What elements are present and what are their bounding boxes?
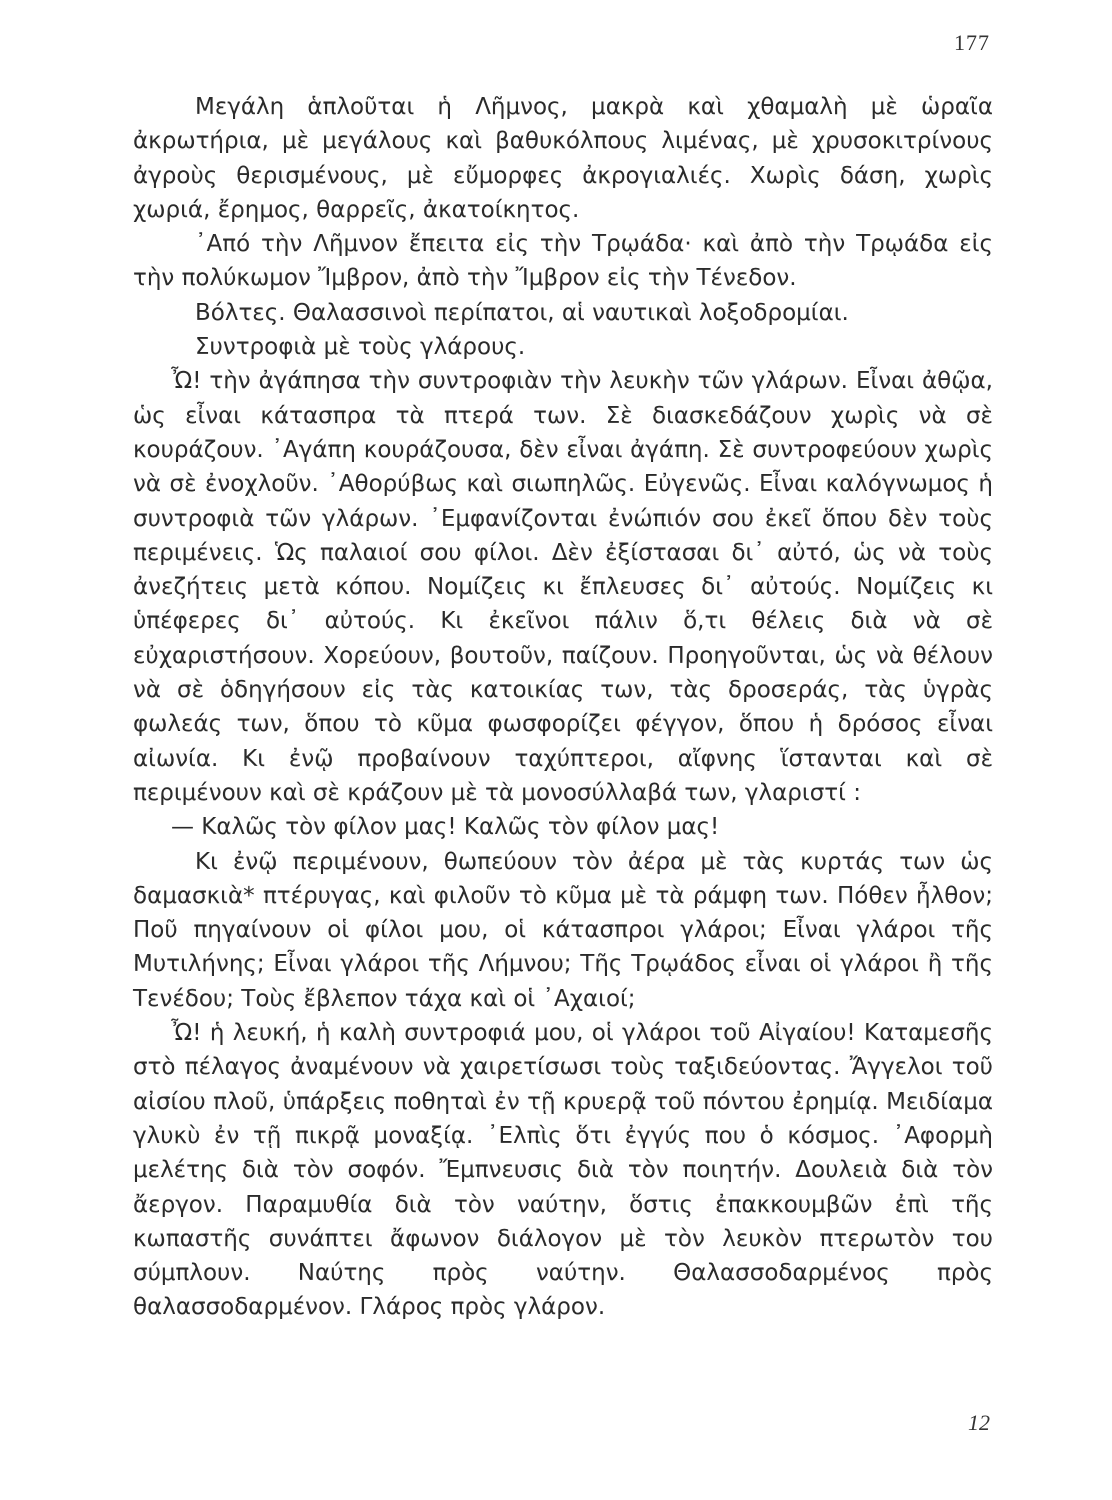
- paragraph-greeting: — Καλῶς τὸν φίλον μας! Καλῶς τὸν φίλον μας!: [171, 814, 720, 841]
- page-number: 177: [954, 30, 990, 55]
- signature-mark: 12: [968, 1410, 990, 1435]
- paragraph-gulls-company: Συντροφιὰ μὲ τοὺς γλάρους.: [195, 334, 526, 361]
- paragraph-lemnos: Μεγάλη ἁπλοῦται ἡ Λῆμνος, μακρὰ καὶ χθαμαλὴ μὲ ὡραῖα ἀκρωτήρια, μὲ μεγάλους καὶ βαθυκόλπους λιμένας, μὲ χρυσοκιτρίνους ἀγροὺς θερισμένους, μὲ εὔμορφες ἀκρογιαλιές. Χωρὶς δάση, χωρὶς χωριά, ἔρημος, θαρρεῖς, ἀκατοίκητος.: [133, 94, 993, 223]
- paragraph-aegean-gulls: Ὦ! ἡ λευκή, ἡ καλὴ συντροφιά μου, οἱ γλάροι τοῦ Αἰγαίου! Καταμεσῆς στὸ πέλαγος ἀναμένουν νὰ χαιρετίσωσι τοὺς ταξιδεύοντας. Ἄγγελοι τοῦ αἰσίου πλοῦ, ὑπάρξεις ποθηταὶ ἐν τῇ κρυερᾷ τοῦ πόντου ἐρημίᾳ. Μειδίαμα γλυκὺ ἐν τῇ πικρᾷ μοναξίᾳ. ᾿Ελπὶς ὅτι ἐγγύς που ὁ κόσμος. ᾿Αφορμὴ μελέτης διὰ τὸν σοφόν. Ἔμπνευσις διὰ τὸν ποιητήν. Δουλειὰ διὰ τὸν ἄεργον. Παραμυθία διὰ τὸν ναύτην, ὅστις ἐπακκουμβῶν ἐπὶ τῆς κωπαστῆς συνάπτει ἄφωνον διάλογον μὲ τὸν λευκὸν πτερωτὸν του σύμπλουν. Ναύτης πρὸς ναύτην. Θαλασσοδαρμένος πρὸς θαλασσοδαρμένον. Γλάρος πρὸς γλάρον.: [133, 1020, 993, 1321]
- body-text: [133, 90, 993, 1325]
- paragraph-voltes: Βόλτες. Θαλασσινοὶ περίπατοι, αἱ ναυτικαὶ λοξοδρομίαι.: [195, 299, 849, 326]
- paragraph-troad: ᾿Από τὴν Λῆμνον ἔπειτα εἰς τὴν Τρῳάδα· καὶ ἀπὸ τὴν Τρῳάδα εἰς τὴν πολύκωμον Ἴμβρον, ἀπὸ τὴν Ἴμβρον εἰς τὴν Τένεδον.: [133, 231, 993, 292]
- paragraph-loved-company: Ὦ! τὴν ἀγάπησα τὴν συντροφιὰν τὴν λευκὴν τῶν γλάρων. Εἶναι ἀθῷα, ὡς εἶναι κάτασπρα τὰ πτερά των. Σὲ διασκεδάζουν χωρὶς νὰ σὲ κουράζουν. ᾿Αγάπη κουράζουσα, δὲν εἶναι ἀγάπη. Σὲ συντροφεύουν χωρὶς νὰ σὲ ἐνοχλοῦν. ᾿Αθορύβως καὶ σιωπηλῶς. Εὐγενῶς. Εἶναι καλόγνωμος ἡ συντροφιὰ τῶν γλάρων. ᾿Εμφανίζονται ἐνώπιόν σου ἐκεῖ ὅπου δὲν τοὺς περιμένεις. Ὡς παλαιοί σου φίλοι. Δὲν ἐξίστασαι δι᾿ αὐτό, ὡς νὰ τοὺς ἀνεζήτεις μετὰ κόπου. Νομίζεις κι ἔπλευσες δι᾿ αὐτούς. Νομίζεις κι ὑπέφερες δι᾿ αὐτούς. Κι ἐκεῖνοι πάλιν ὅ,τι θέλεις διὰ νὰ σὲ εὐχαριστήσουν. Χορεύουν, βουτοῦν, παίζουν. Προηγοῦνται, ὡς νὰ θέλουν νὰ σὲ ὁδηγήσουν εἰς τὰς κατοικίας των, τὰς δροσεράς, τὰς ὑγρὰς φωλεάς των, ὅπου τὸ κῦμα φωσφορίζει φέγγον, ὅπου ἡ δρόσος εἶναι αἰωνία. Κι ἐνῷ προβαίνουν ταχύπτεροι, αἴφνης ἵστανται καὶ σὲ περιμένουν καὶ σὲ κράζουν μὲ τὰ μονοσύλλαβά των, γλαριστί :: [133, 368, 993, 806]
- paragraph-waiting: Κι ἐνῷ περιμένουν, θωπεύουν τὸν ἀέρα μὲ τὰς κυρτάς των ὡς δαμασκιὰ* πτέρυγας, καὶ φιλοῦν τὸ κῦμα μὲ τὰ ράμφη των. Πόθεν ἦλθον; Ποῦ πηγαίνουν οἱ φίλοι μου, οἱ κάτασπροι γλάροι; Εἶναι γλάροι τῆς Μυτιλήνης; Εἶναι γλάροι τῆς Λήμνου; Τῆς Τρῳάδος εἶναι οἱ γλάροι ἢ τῆς Τενέδου; Τοὺς ἔβλεπον τάχα καὶ οἱ ᾿Αχαιοί;: [133, 848, 993, 1012]
